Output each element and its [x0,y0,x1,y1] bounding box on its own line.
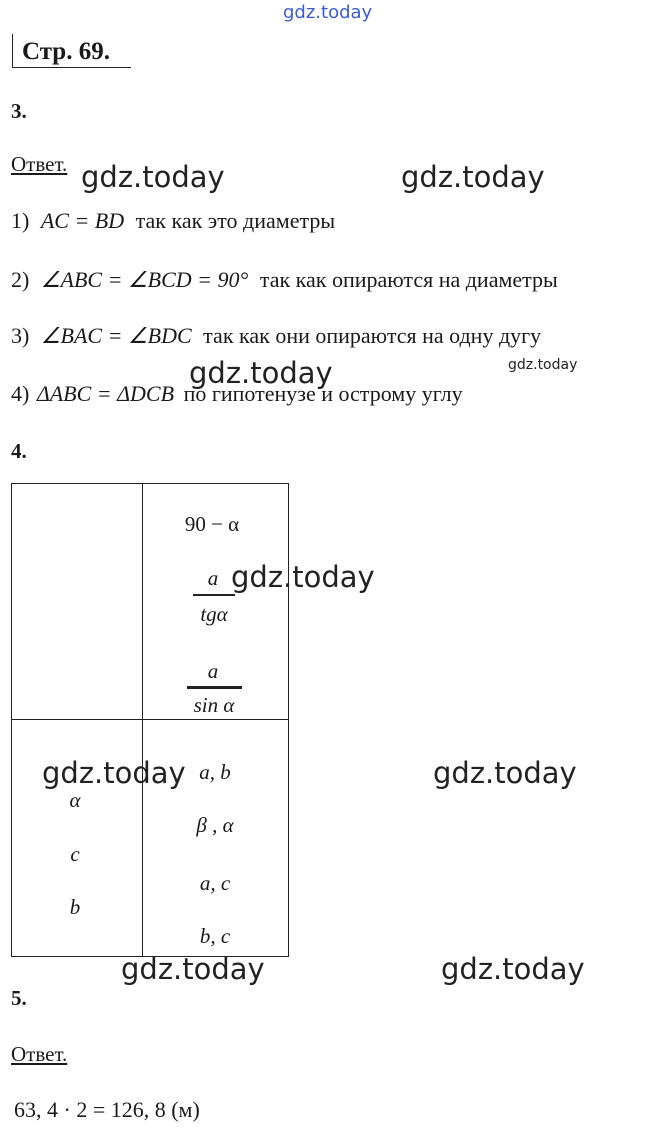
table-column-divider [142,483,143,957]
cell-a-b: a, b [199,760,231,784]
watermark: gdz.today [231,560,375,594]
watermark: gdz.today [441,952,585,986]
cell-b-c: b, c [199,924,231,948]
line-math: AC = BD [40,208,125,233]
fraction-1-bar [193,594,235,596]
line-math: ∠BAC = ∠BDC [40,323,192,348]
fraction-1-numerator: a [207,566,219,590]
fraction-2-denominator: sin α [193,693,235,717]
fraction-1-denominator: tgα [200,602,228,626]
task-3-answer-label: Ответ. [11,152,68,176]
line-text: так как это диаметры [135,208,336,233]
expr-90-minus-alpha: 90 − α [184,512,240,536]
task-3-line-3 [11,323,541,349]
fraction-2-bar [187,686,242,689]
watermark: gdz.today [121,952,265,986]
watermark: gdz.today [433,756,577,790]
line-text: по гипотенузе и острому углу [183,381,463,406]
watermark: gdz.today [401,160,545,194]
cell-a-c: a, c [199,871,231,895]
line-text: так как они опираются на одну дугу [203,323,542,348]
line-index: 1) [11,208,30,233]
line-index: 4) [11,381,30,406]
task-5-number: 5. [11,986,27,1010]
task-3-number: 3. [11,99,27,123]
watermark: gdz.today [42,756,186,790]
task-3-line-2 [11,267,558,293]
watermark: gdz.today [189,356,333,390]
task-5-answer-label: Ответ. [11,1042,68,1066]
page-title: Стр. 69. [22,38,110,65]
line-index: 3) [11,323,30,348]
table-border-top [11,483,289,484]
fraction-2-numerator: a [207,659,219,683]
watermark-top: gdz.today [283,2,373,23]
task-3-line-1 [11,208,335,234]
cell-alpha: α [69,788,81,812]
watermark: gdz.today [81,160,225,194]
line-text: так как опираются на диаметры [259,267,558,292]
cell-c: c [70,842,80,866]
task-4-number: 4. [11,439,27,463]
line-index: 2) [11,267,30,292]
cell-b: b [69,895,81,919]
table-border-left [11,483,12,957]
cell-beta-alpha: β , α [196,813,234,837]
line-math: ΔABC = ΔDCB [36,381,175,406]
table-row-divider [11,719,289,720]
line-math: ∠ABC = ∠BCD = 90° [40,267,249,292]
watermark: gdz.today [508,357,578,373]
table-border-right [288,483,289,957]
task-5-formula: 63, 4 · 2 = 126, 8 (м) [14,1097,200,1122]
